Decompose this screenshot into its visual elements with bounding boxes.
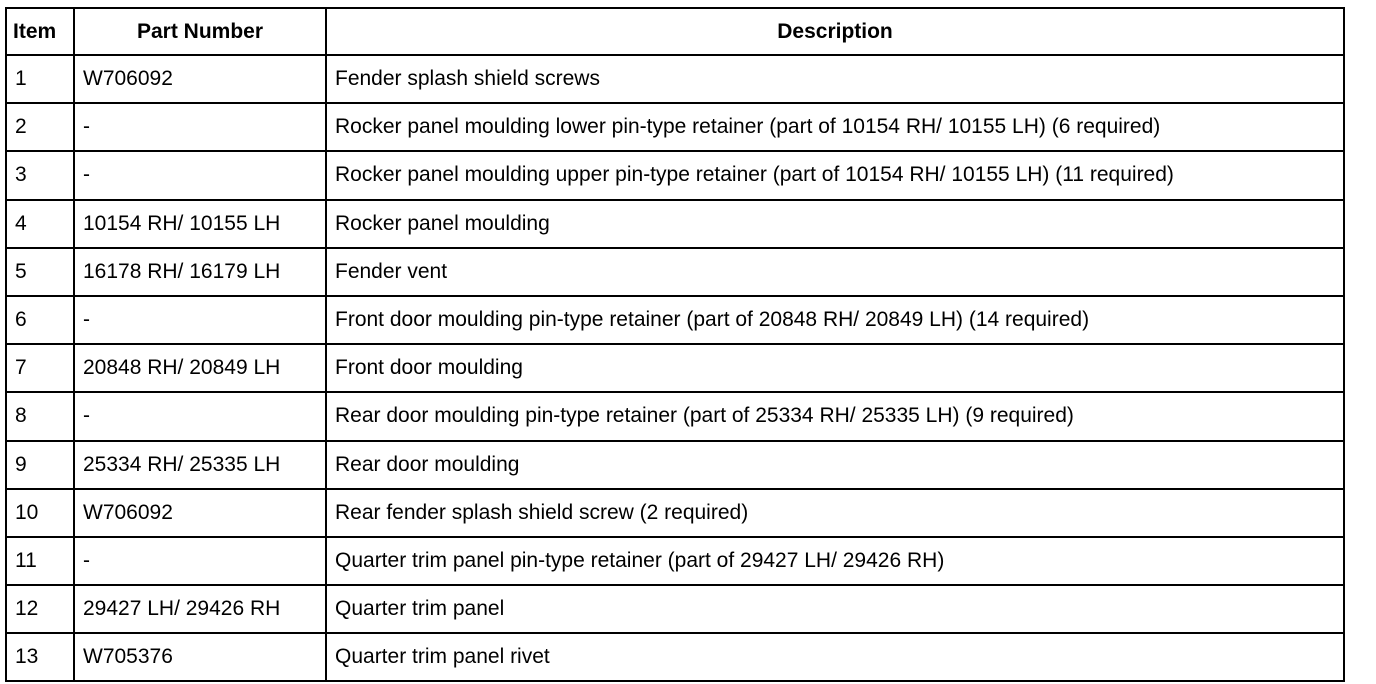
description-cell: Quarter trim panel	[326, 585, 1344, 633]
item-cell: 7	[6, 344, 74, 392]
part-number-cell: W705376	[74, 633, 326, 681]
table-row	[6, 103, 1344, 151]
description-cell: Fender vent	[326, 248, 1344, 296]
part-number-cell: 16178 RH/ 16179 LH	[74, 248, 326, 296]
description-cell: Rocker panel moulding	[326, 200, 1344, 248]
description-cell: Rear door moulding pin-type retainer (part of 25334 RH/ 25335 LH) (9 required)	[326, 392, 1344, 440]
part-number-cell: -	[74, 151, 326, 199]
column-header-description: Description	[326, 8, 1344, 55]
table-row	[6, 200, 1344, 248]
table-row	[6, 151, 1344, 199]
part-number-cell: 29427 LH/ 29426 RH	[74, 585, 326, 633]
part-number-cell: -	[74, 392, 326, 440]
table-row	[6, 537, 1344, 585]
part-number-cell: W706092	[74, 55, 326, 103]
item-cell: 2	[6, 103, 74, 151]
table-header-row	[6, 8, 1344, 55]
table-row	[6, 585, 1344, 633]
part-number-cell: W706092	[74, 489, 326, 537]
description-cell: Front door moulding	[326, 344, 1344, 392]
description-cell: Quarter trim panel pin-type retainer (part of 29427 LH/ 29426 RH)	[326, 537, 1344, 585]
item-cell: 10	[6, 489, 74, 537]
item-cell: 5	[6, 248, 74, 296]
item-cell: 8	[6, 392, 74, 440]
table-row	[6, 344, 1344, 392]
item-cell: 3	[6, 151, 74, 199]
part-number-cell: -	[74, 537, 326, 585]
table-row	[6, 633, 1344, 681]
parts-table	[5, 7, 1345, 682]
column-header-part-number: Part Number	[74, 8, 326, 55]
description-cell: Rocker panel moulding lower pin-type retainer (part of 10154 RH/ 10155 LH) (6 required)	[326, 103, 1344, 151]
item-cell: 1	[6, 55, 74, 103]
item-cell: 11	[6, 537, 74, 585]
part-number-cell: 20848 RH/ 20849 LH	[74, 344, 326, 392]
item-cell: 12	[6, 585, 74, 633]
part-number-cell: -	[74, 296, 326, 344]
part-number-cell: 10154 RH/ 10155 LH	[74, 200, 326, 248]
description-cell: Rear door moulding	[326, 441, 1344, 489]
item-cell: 4	[6, 200, 74, 248]
part-number-cell: -	[74, 103, 326, 151]
description-cell: Rocker panel moulding upper pin-type retainer (part of 10154 RH/ 10155 LH) (11 required)	[326, 151, 1344, 199]
table-row	[6, 489, 1344, 537]
description-cell: Quarter trim panel rivet	[326, 633, 1344, 681]
table-row	[6, 392, 1344, 440]
item-cell: 9	[6, 441, 74, 489]
part-number-cell: 25334 RH/ 25335 LH	[74, 441, 326, 489]
description-cell: Rear fender splash shield screw (2 required)	[326, 489, 1344, 537]
item-cell: 13	[6, 633, 74, 681]
description-cell: Fender splash shield screws	[326, 55, 1344, 103]
column-header-item: Item	[6, 8, 74, 55]
table-row	[6, 248, 1344, 296]
table-row	[6, 441, 1344, 489]
table-row	[6, 55, 1344, 103]
table-row	[6, 296, 1344, 344]
description-cell: Front door moulding pin-type retainer (part of 20848 RH/ 20849 LH) (14 required)	[326, 296, 1344, 344]
item-cell: 6	[6, 296, 74, 344]
